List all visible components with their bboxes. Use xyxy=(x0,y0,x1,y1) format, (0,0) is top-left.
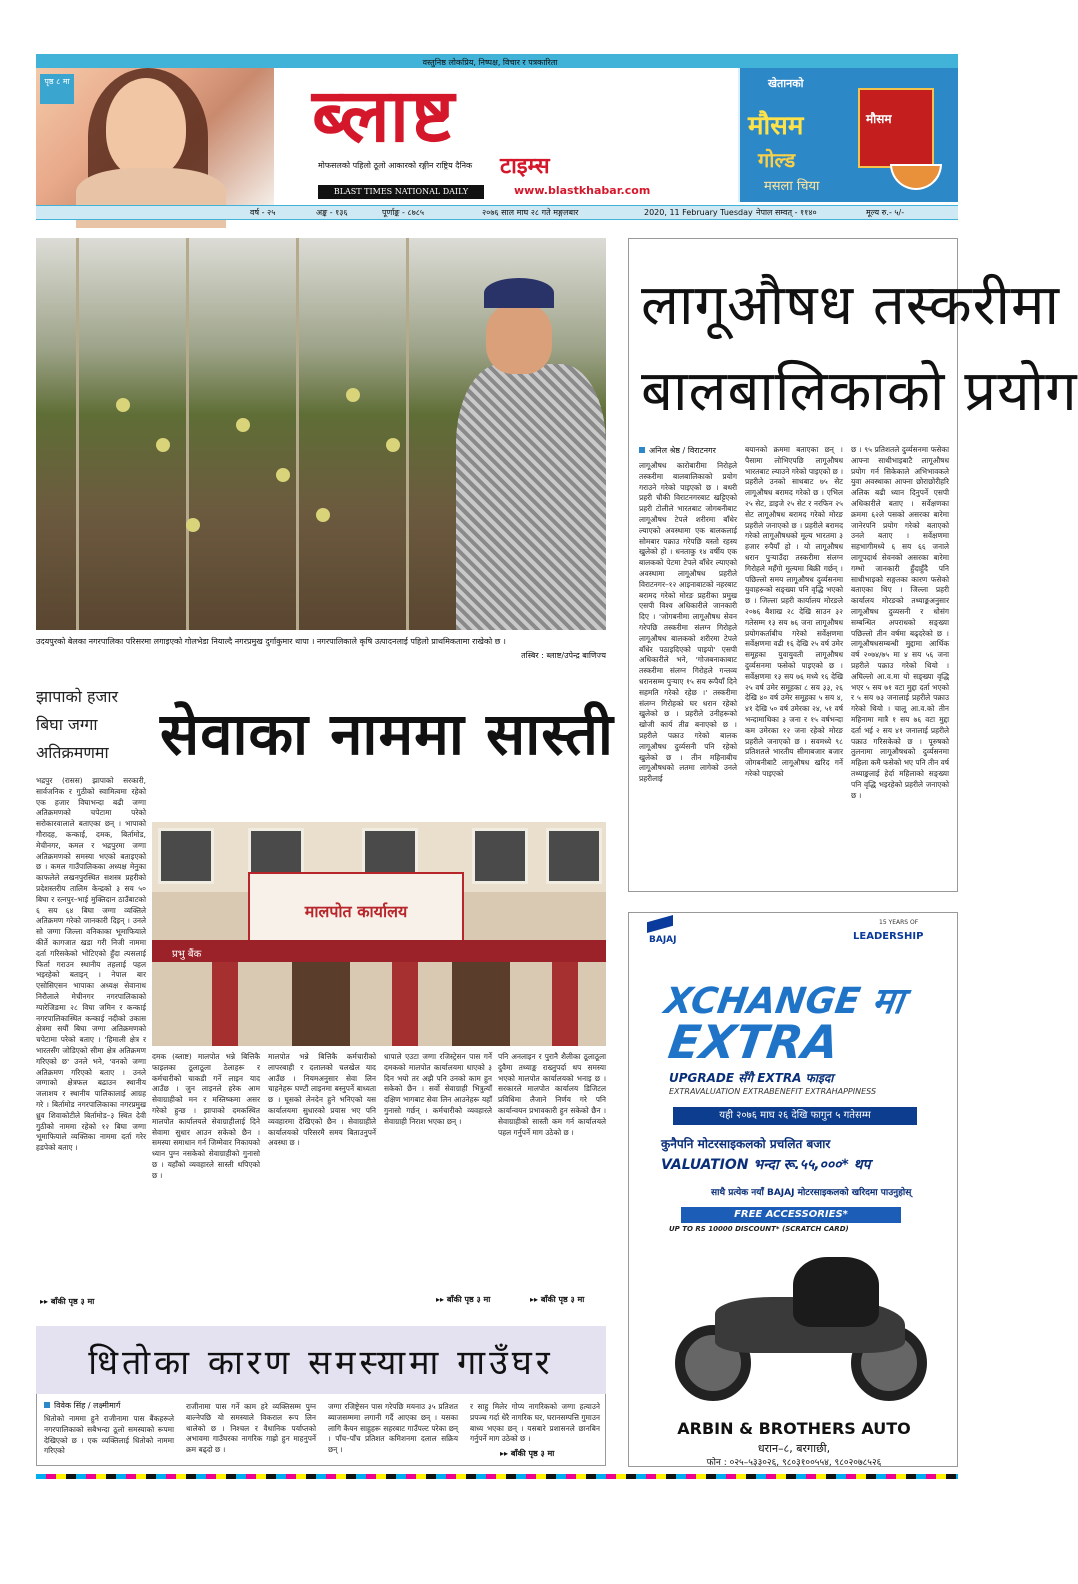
xchange-title: XCHANGE मा xyxy=(661,981,907,1022)
masthead-subtitle: मोफसलको पहिलो ठूलो आकारको रङ्गीन राष्ट्रिय दैनिक xyxy=(318,161,473,170)
brief-body: भद्रपुर (रासस) झापाको सरकारी, सार्वजनिक र गुठीको स्वामित्वमा रहेको एक हजार विघाभन्दा बढी जग्गा अतिक्रमणको चपेटामा परेको सरोकारवालाले बताएका छन् । भापाको गौरादह, कन्काई, दमक, बिर्तामोड, मेचीनगर, कमल र भद्रपुरमा जग्गा अतिक्रमणको समस्या भएको बताइएको छ । कमल गाउँपालिकका अध्यक्ष मेनुका काफलेले लखनपुरस्थित सशस्त्र प्रहरीको प्रदेशस्तरीय तालिम केन्द्रको ३ सय ५० बिघा र रत्नपुर–भाई मुक्तिदान ठाउँबाटको ६ सय ६४ बिघा जग्गा व्यक्तिले अतिक्रमण गरेको जानकारी दिइन् । उनले सो जग्गा जिल्ला वनिकाका भूमाफियाले कीर्ते कागजात खडा गरी निजी नाममा दर्ता गरिसकेको भोटिएको हुँदा त्यसलाई फिर्ता गराउन स्थानीय तहलाई पहल भइरहेको बताइन् । नेपाल बार एसोसिएसन भापाका अध्यक्ष सेवानाथ निरौलाले मेचीनगर नगरपालिकाको ग्यारेजिङमा २८ विघा जमिन र कन्काई नगरपालिकास्थित कन्काई नदीको उकास क्षेत्रमा सयौं बिघा जग्गा अतिक्रमणको चपेटामा परेको बताए । 'हिमाली क्षेत्र र भारतसँग जोडिएको सीमा क्षेत्र अतिक्रमण गरिएको छ' उनले भने, 'वनको जग्गा अतिक्रमण गरिएको बताए । उनले जग्गाको क्षेत्रफल बढाउन स्थानीय जलाशय र स्थानीय पालिकालाई आग्रह गरे । बिर्तामोड नगरपालिकाका नगरप्रमुख ध्रुव शिवाकोटीले बिर्तामोड–३ स्थित देवी गुठीको नाममा रहेको १२ बिघा जग्गा भूमाफियाले व्यक्तिका नाममा दर्ता गरेर हडपेको बताए । xyxy=(36,776,146,1153)
continued-link[interactable]: ▸▸ बाँकी पृष्ठ ३ मा xyxy=(530,1295,585,1304)
story-headline[interactable] xyxy=(641,263,1078,435)
brief-headline-line-1: झापाको हजार xyxy=(36,687,119,706)
brief-headline[interactable] xyxy=(36,683,146,767)
story-column-1: लागूऔषध कारोबारीमा निरोहले तस्करीमा बालबालिकाको प्रयोग गराउने गरेको पाइएको छ । बथरी प्रहरी चौकी विराटनगरबाट खट्टिएको प्रहरी टोलीले भारतबाट जोगबनीबाट लागूऔषध टेपले शरीरमा बाँधेर ल्याएको अवस्थामा एक बालकलाई सोमबार पक्राउ गरेपछि यस्तो रहस्य खुलेको हो । धनताकु १४ वर्षीय एक बालकको पेटमा टेपले बाँधेर ल्याएको अवस्थामा लागूऔषध प्रहरीले विराटनगर–१२ आइनाबाटको नहरबाट बरामद गरेको मोरङ प्रहरीका प्रमुख एसपी विश्व अधिकारीले जानकारी दिए । 'जोगबनीमा लागूऔषध सेवन गरेपछि तस्करीमा संलग्न गिरोहले लागूऔषध बालकको शरीरमा टेपले बाँधेर पठाइदिएको पाइयो' एसपी अधिकारीले भने, 'गोजबनाकाबाट तस्करीमा संलग्न गिरोहले गन्तव्य धरानसम्म पुर्‍याए १५ सय रूपैयाँ दिने सहमति गरेको रहेछ ।' तस्करीमा संलग्न गिरोहको घर धरान रहेको खुलेको छ । प्रहरीले उनीहरूको खोजी कार्य तीव्र बनाएको छ । प्रहरीले पक्राउ गरेको बालक लागूऔषध दुर्व्यसनी पनि रहेको खुलेको छ । तीन महिनाबीच लागूऔषधको लतमा लागेको उनले प्रहरीलाई xyxy=(639,461,737,784)
masthead-tagline: वस्तुनिष्ठ लोकप्रिय, निष्पक्ष, विचार र पत्रकारिता xyxy=(422,58,558,67)
website-link[interactable]: www.blastkhabar.com xyxy=(514,184,651,197)
tea-ad-gold: गोल्ड xyxy=(758,148,796,172)
issue-date-nepali: २०७६ साल माघ २८ गते मङ्गलबार xyxy=(482,208,579,217)
greenhouse-pole xyxy=(406,238,409,630)
tomato xyxy=(116,398,130,412)
byline xyxy=(44,1400,120,1411)
greenhouse-pole xyxy=(76,238,79,630)
masthead-english-title: BLAST TIMES NATIONAL DAILY xyxy=(318,185,484,199)
bank-sign-text: प्रभु बैंक xyxy=(172,949,202,960)
tea-ad-name: मौसम xyxy=(748,111,804,141)
issue-info-bar xyxy=(36,205,958,220)
masthead-logo: ब्लाष्ट xyxy=(312,73,457,159)
masthead-logo-times: टाइम्स xyxy=(500,154,550,179)
main-headline[interactable]: सेवाका नाममा सास्ती xyxy=(160,700,614,768)
brief-headline-line-2: बिघा जग्गा xyxy=(36,715,98,734)
byline-text: विवेक सिंह / लक्ष्मीमार्ग xyxy=(54,1401,121,1410)
byline xyxy=(639,445,759,456)
bank-awning xyxy=(152,940,606,962)
tomato xyxy=(316,508,330,522)
greenhouse-pole xyxy=(186,238,189,630)
issue-price: मूल्य रु.- ५/- xyxy=(866,208,905,217)
issue-serial: पूर्णाङ्क - ८७८५ xyxy=(382,208,425,217)
story4-column-3: जग्गा रजिष्ट्रेसन पास गरेपछि मयनाउ ३५ प्रतिशत ब्याजसम्ममा लगानी गर्दै आएका छन् । यसका लागि कैयन साहुहरू सहरबाट गाउँपल्ट परेका छन् । पाँच–पाँच प्रतिशत कमिशनमा दलाल सक्रिय छन् । xyxy=(328,1402,458,1455)
tea-box-image xyxy=(858,88,934,168)
tea-ad-product: मसला चिया xyxy=(764,179,820,194)
rider-figure xyxy=(793,1257,879,1327)
tea-box-label: मौसम xyxy=(866,112,892,126)
photo-credit: तस्बिर : ब्लाष्ट/उपेन्द्र बाणिज्य xyxy=(521,651,606,660)
story4-column-1: धितोको नाममा हुने राजीनामा पास बैंकहरूले नगरपालिकाको सबैभन्दा ठूलो समस्याको रूपमा देखिएको छ । एक व्यक्तिलाई धितोको नाममा गरिएको xyxy=(44,1414,174,1456)
dhaka-topi-cap xyxy=(484,278,554,308)
bajaj-advertisement[interactable] xyxy=(628,912,958,1467)
byline-text: अनिल श्रेष्ठ / विराटनगर xyxy=(649,446,716,455)
bajaj-emblem-icon xyxy=(647,915,673,933)
mayor-figure xyxy=(456,278,606,630)
story3-column-3: धापाले एउटा जग्गा रजिस्ट्रेसन पास गर्ने दमकको मालपोत कार्यालयमा धाएको ३ दिन भयो तर अझै पनि उनको काम हुन सकेको छैन । सर्वो सेवाग्राही भित्रुत्याँ दक्षिण भागबाट सेवा लिन आउनेहरू यहाँ गुनासो गर्छन् । कर्मचारीको व्यवहारले सेवाग्राही निराश भएका छन् । xyxy=(384,1052,492,1126)
tomato xyxy=(346,388,360,402)
bajaj-logo: BAJAJ xyxy=(649,935,677,945)
continued-link[interactable]: ▸▸ बाँकी पृष्ठ ३ मा xyxy=(436,1295,491,1304)
story3-column-2: मालपोत भन्ने बित्तिकै कर्मचारीको लापरबाही र दलालको चलखेल याद आउँछ । नियमअनुसार सेवा लिन चाहनेहरू घण्टौं लाइनमा बस्नुपर्ने बाध्यता छ । घूसको लेनदेन हुने भनिएको यस कार्यालयमा सुधारको प्रयास भए पनि व्यवहारमा देखिएको छैन । सेवाग्राहीले कार्यालयको परिसरमै समय बिताउनुपर्ने अवस्था छ । xyxy=(268,1052,376,1148)
byline-square-icon xyxy=(639,447,645,453)
story3-column-1: दमक (ब्लाष्ट) मालपोत भन्ने बित्तिकै फाइलका ठूलाठूला ठेलाहरू र कर्मचारीको चाकडी गर्ने लाइन याद आउँछ । जुन लाइनले हरेक आम सेवाग्राहीको मन र मस्तिष्कमा असर गरेको हुन्छ । झापाको दमकस्थित मालपोत कार्यालयले सेवाग्राहीलाई दिने सेवामा सुधार आउन सकेको छैन । समस्या समाधान गर्न जिम्मेवार निकायको ध्यान पुग्न नसकेको सेवाग्राहीको गुनासो छ । यहाँको व्यवहारले सास्ती थपिएको छ । xyxy=(152,1052,260,1180)
greenhouse-photo xyxy=(36,238,606,630)
dealer-name: ARBIN & BROTHERS AUTO xyxy=(677,1419,911,1438)
dealer-phone: फोन : ०२५–५३३०२६, ९८०३१००५५४, ९८०२०७८५२६ xyxy=(706,1458,882,1468)
tea-cup-icon xyxy=(890,164,942,190)
tomato xyxy=(236,418,250,432)
face-shape xyxy=(486,304,552,374)
discount-note: UP TO RS 10000 DISCOUNT* (SCRATCH CARD) xyxy=(669,1225,849,1233)
headline-line-1: लागूऔषध तस्करीमा xyxy=(641,273,1061,338)
free-accessories-band: FREE ACCESSORIES* xyxy=(681,1207,901,1223)
tomato xyxy=(386,438,400,452)
model-face-shape xyxy=(106,78,186,178)
pillar xyxy=(552,962,578,1046)
leadership-label: LEADERSHIP xyxy=(853,931,924,942)
continued-link[interactable]: ▸▸ बाँकी पृष्ठ ३ मा xyxy=(500,1449,555,1458)
story4-column-2: राजीनामा पास गर्ने काम हरे व्यक्तिसम्म पुग्न बाल्नेपछि यो समस्याले विकराल रूप लिन थालेको छ । निश्चल र वैधानिक पर्याप्तको अभावमा गाउँघरका नागरिक गाह्रो हुन माहनुपर्ने क्रम बढ्दो छ । xyxy=(186,1402,316,1455)
story-drug-smuggling xyxy=(628,238,1078,892)
window xyxy=(472,828,528,884)
pillar xyxy=(212,962,238,1046)
tea-ad-brand: खेतानको xyxy=(768,77,804,90)
offer-valuation: VALUATION भन्दा रू.५५,०००* थप xyxy=(661,1157,871,1173)
window xyxy=(158,828,214,884)
tomato xyxy=(156,438,170,452)
byline-square-icon xyxy=(44,1402,50,1408)
offer-with-new-bike: साथै प्रत्येक नयाँ BAJAJ मोटरसाइकलको खरिदमा पाउनुहोस् xyxy=(711,1188,912,1198)
story4-column-4: र साहु मिलेर गोप्य नागरिकको जग्गा हत्याउने प्रपञ्च गर्दा धेरै नागरिक घर, घरानसम्पत्ति गुमाउन बाध्य भएका छन् । यसबारे प्रशासनले छानबिन गर्नुपर्ने माग उठेको छ । xyxy=(470,1402,600,1444)
upgrade-tagline: UPGRADE सँगै EXTRA फाइदा xyxy=(669,1071,834,1085)
door xyxy=(452,962,510,1046)
page-reference-tag[interactable]: पृष्ठ ८ मा xyxy=(40,74,74,104)
collateral-headline[interactable]: धितोका कारण समस्यामा गाउँघर xyxy=(88,1343,554,1383)
issue-number: अङ्क - १३६ xyxy=(316,208,348,217)
dealer-address: धरान–८, बरगाछी, xyxy=(757,1442,831,1455)
print-color-bar xyxy=(36,1474,958,1479)
tomato xyxy=(186,518,200,532)
headline-line-2: बालबालिकाको प्रयोग xyxy=(641,359,1078,424)
tea-advertisement[interactable] xyxy=(738,68,958,202)
issue-year: वर्ष - २५ xyxy=(250,208,276,217)
offer-any-bike: कुनैपनि मोटरसाइकलको प्रचलित बजार xyxy=(661,1137,831,1151)
brief-headline-line-3: अतिक्रमणमा xyxy=(36,743,109,762)
continued-link[interactable]: ▸▸ बाँकी पृष्ठ ३ मा xyxy=(40,1297,95,1306)
nepal-sambat: नेपाल सम्वत् - ११४० xyxy=(756,208,817,217)
story-column-2: बयानको क्रममा बताएका छन् । पैसामा लोभिएपछि लागूऔषध भारतबाट ल्याउने गरेको पाइएको छ । प्रहरीले उनको साथबाट ७५ सेट लागूऔषध बरामद गरेको छ । एभिल २५ सेट, डाइजे २५ सेट र नरफिन २५ सेट लागूऔषध बरामद गरेको मोरङ प्रहरीले जनाएको छ । प्रहरीले बरामद गरेको लागूऔषधको मूल्य भारतमा ३ हजार रुपैयाँ हो । यो लागूऔषध धरान पुर्‍याउँदा तस्करीमा संलग्न गिरोहले महँगो मूल्यमा बिक्री गर्छन् । पछिल्लो समय लागूऔषध दुर्व्यसनमा युवाहरूको सङ्ख्या पनि वृद्धि भएको छ । जिल्ला प्रहरी कार्यालय मोरङले २०७६ बैशाख २८ देखि साउन ३२ गतेसम्म १३ सय ७६ जना लागूऔषध प्रयोगकर्ताबीच गरेको सर्वेक्षणमा सर्वेक्षणमा वढी १६ देखि २५ वर्ष उमेर समूहका युवायुवती लागूऔषध दुर्व्यसनमा फसेको पाइएको छ । सर्वेक्षणमा १३ सय ७६ मध्ये १६ देखि २५ वर्ष उमेर समूहका ८ सय ३३, २६ देखि ४० वर्ष उमेर समूहका ५ सय ४, ४१ देखि ५० वर्ष उमेरका २४, ५१ वर्ष भन्दामाथिका ३ जना र १५ वर्षभन्दा कम उमेरका १२ जना रहेको मोरङ प्रहरीले जनाएको छ । सवमध्ये ९८ प्रतिशतले भारतीय सीमाबजार बजार जोगबनीबाटै लागूऔषध खरिद गर्ने गरेको पाइएको xyxy=(745,445,843,778)
offer-date-band: यही २०७६ माघ २६ देखि फागुन ५ गतेसम्म xyxy=(673,1107,917,1125)
extras-tagline: EXTRAVALUATION EXTRABENEFIT EXTRAHAPPINESS xyxy=(669,1087,877,1096)
story-column-3: छ । ९५ प्रतिशतले दुर्व्यसनमा फसेका आफ्ना साथीभाइबाटै लागूऔषध प्रयोग गर्न सिकेकाले अभिभावकले युवा अवस्थाका आफ्ना छोराछोरीहरि अलिक बढी ध्यान दिनुपर्ने एसपी अधिकारीले बताए । सर्वेक्षणका क्रममा ६२ले पसको असरका बारेमा जानेरपनि प्रयोग गरेको बताएको उनले बताए । सर्वेक्षणमा सहभागीमध्ये ६ सय ६६ जनाले लागूपदार्थ सेवनको असरका बारेमा गम्भो जानकारी हुँदाहुँदै पनि साथीभाइको सङ्गतका कारण फसेको बताएका थिए । जिल्ला प्रहरी कार्यालय मोरङको तथ्याङ्कअनुसार लागूऔषध दुव्यसनी र धोसंग सम्बन्धित अपराधको सङ्ख्या पछिल्लो तीन वर्षमा बढ्दरेको छ । लागूऔषधसम्बन्धी मुद्दामा आर्थिक वर्ष २०७४/७५ मा ४ सय ५६ जना प्रहरीले पक्राउ गरेको थियो । अघिल्लो आ.व.मा यो सङ्ख्या वृद्धि भएर ५ सय ७१ वटा मुद्दा दर्ता भएको र ५ सय ७३ जनालाई प्रहरीले पक्राउ गरेको थियो । चालू आ.व.को तीन महिनामा मात्रै १ सय ७६ वटा मुद्दा दर्ता भई २ सय ४१ जनालाई प्रहरीले पक्राउ गरिसकेको छ । पूरुषको तुलनामा लागूऔषधको दुर्व्यसनमा महिला कमै फसेको भए पनि तीन वर्ष तथ्याङ्कलाई हेर्दा महिलाको सङ्ख्या पनि वृद्धि भइरहेको प्रहरीले जनाएको छ । xyxy=(851,445,949,800)
extra-title: EXTRA xyxy=(665,1015,843,1069)
land-office-photo xyxy=(152,822,606,1046)
leadership-years: 15 YEARS OF xyxy=(879,919,919,926)
issue-date-english: 2020, 11 February Tuesday xyxy=(644,208,753,217)
tomato xyxy=(276,468,290,482)
window xyxy=(546,828,602,884)
photo-caption: उदयपुरको बेलका नगरपालिका परिसरमा लगाइएको गोलभेडा नियाल्दै नगरप्रमुख दुर्गाकुमार थापा । नगरपालिकाले कृषि उत्पादनलाई पहिलो प्राथमिकतामा राखेको छ । xyxy=(36,637,506,646)
office-signboard-text: मालपोत कार्यालय xyxy=(304,902,408,921)
greenhouse-pole xyxy=(296,238,299,630)
door xyxy=(292,962,350,1046)
story3-column-4: पनि अनलाइन र पुरानै शैलीका ठूलाठूला दुवैमा तथ्याङ्क राख्नुपर्दा थप समस्या भएको मालपोत कार्यालयको भनाइ छ । सरकारले मालपोत कार्यालय डिजिटल प्रविधिमा लैजाने निर्णय गरे पनि कार्यान्वयन प्रभावकारी हुन सकेको छैन । सेवाग्राहीको सास्ती कम गर्न कार्यालयले पहल गर्नुपर्ने माग उठेको छ । xyxy=(498,1052,606,1137)
motorcycle-image xyxy=(675,1257,935,1407)
pillar xyxy=(392,962,418,1046)
office-signboard xyxy=(248,872,464,942)
coat-shape xyxy=(456,364,606,630)
